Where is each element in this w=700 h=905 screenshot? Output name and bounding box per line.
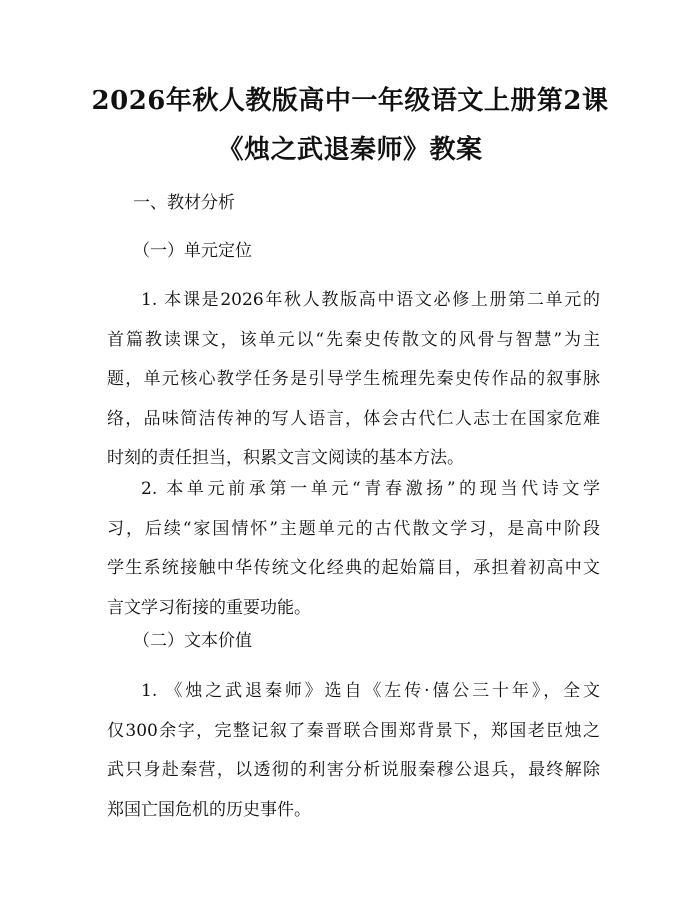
text-line: 1. 《烛之武退秦师》选自《左传·僖公三十年》，全文 [141, 681, 600, 701]
text-line: 题，单元核心教学任务是引导学生梳理先秦史传作品的叙事脉 [107, 369, 600, 389]
text-line: 络，品味简洁传神的写人语言，体会古代仁人志士在国家危难 [107, 408, 600, 429]
text-line: 首篇教读课文，该单元以“先秦史传散文的风骨与智慧”为主 [107, 329, 600, 350]
paragraph-unit-position-2 [107, 470, 600, 628]
text-line: 仅300余字，完整记叙了秦晋联合围郑背景下，郑国老臣烛之 [107, 720, 600, 741]
text-line: 时刻的责任担当，积累文言文阅读的基本方法。 [107, 448, 464, 468]
text-line: 1. 本课是2026年秋人教版高中语文必修上册第二单元的 [141, 290, 600, 310]
section-heading-textbook-analysis: 一、教材分析 [133, 193, 235, 213]
paragraph-unit-position-1 [107, 281, 600, 479]
document-title-line-1: 2026年秋人教版高中一年级语文上册第2课 [91, 86, 609, 116]
document-title-line-2: 《烛之武退秦师》教案 [217, 135, 483, 165]
text-line: 学生系统接触中华传统文化经典的起始篇目，承担着初高中文 [107, 558, 600, 578]
paragraph-text-value-1 [107, 672, 600, 830]
text-line: 习，后续“家国情怀”主题单元的古代散文学习，是高中阶段 [107, 518, 600, 539]
text-line: 言文学习衔接的重要功能。 [107, 597, 311, 618]
text-line: 武只身赴秦营，以透彻的利害分析说服秦穆公退兵，最终解除 [107, 760, 600, 780]
text-line: 郑国亡国危机的历史事件。 [107, 799, 311, 820]
text-line: 2. 本单元前承第一单元“青春激扬”的现当代诗文学 [141, 479, 600, 499]
subsection-heading-text-value: （二）文本价值 [133, 631, 252, 651]
subsection-heading-unit-position: （一）单元定位 [133, 241, 252, 261]
